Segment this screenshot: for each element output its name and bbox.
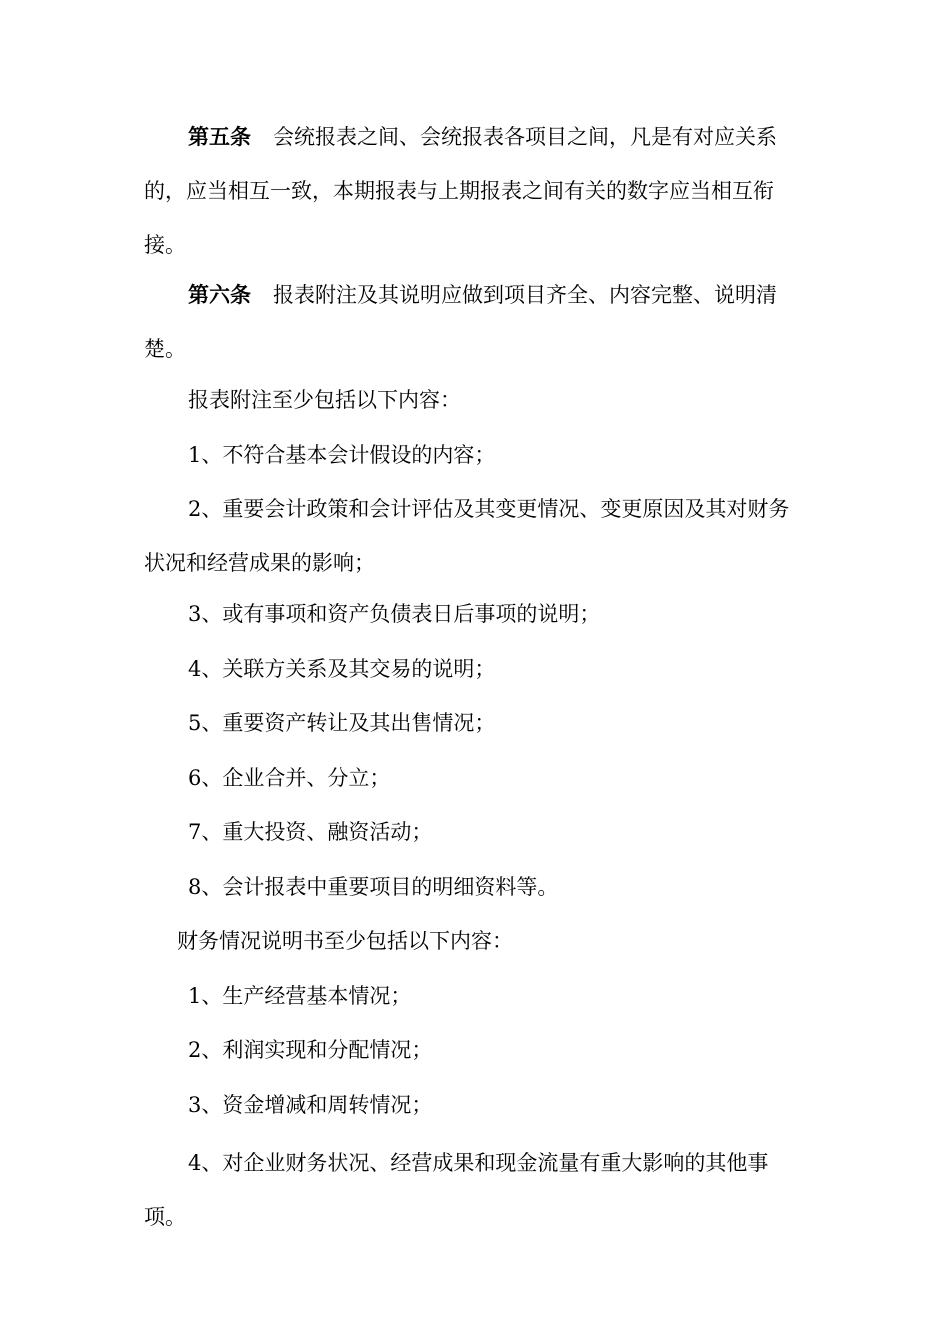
article-5-text: 会统报表之间、会统报表各项目之间，凡是有对应关系的，应当相互一致，本期报表与上期报表之间有关的数字应当相互衔接。 xyxy=(144,125,777,257)
notes-item-1: 1、不符合基本会计假设的内容； xyxy=(188,443,496,467)
article-6-label: 第六条 xyxy=(188,282,251,307)
notes-item-3: 3、或有事项和资产负债表日后事项的说明； xyxy=(188,602,601,626)
notes-item-2: 2、重要会计政策和会计评估及其变更情况、变更原因及其对财务状况和经营成果的影响； xyxy=(144,497,790,575)
financial-item-4: 4、对企业财务状况、经营成果和现金流量有重大影响的其他事项。 xyxy=(144,1151,769,1229)
financial-item-3: 3、资金增减和周转情况； xyxy=(188,1093,433,1117)
financial-intro: 财务情况说明书至少包括以下内容： xyxy=(177,929,513,953)
notes-intro: 报表附注至少包括以下内容： xyxy=(188,388,461,412)
notes-item-4: 4、关联方关系及其交易的说明； xyxy=(188,657,496,681)
article-5-label: 第五条 xyxy=(188,124,251,149)
article-5-paragraph xyxy=(144,110,804,272)
article-6-paragraph xyxy=(144,268,804,376)
notes-item-8: 8、会计报表中重要项目的明细资料等。 xyxy=(188,875,559,899)
article-6-text: 报表附注及其说明应做到项目齐全、内容完整、说明清楚。 xyxy=(144,283,777,361)
financial-item-2: 2、利润实现和分配情况； xyxy=(188,1038,433,1062)
financial-item-1: 1、生产经营基本情况； xyxy=(188,984,412,1008)
notes-item-6: 6、企业合并、分立； xyxy=(188,766,391,790)
notes-item-7: 7、重大投资、融资活动； xyxy=(188,820,433,844)
notes-item-5: 5、重要资产转让及其出售情况； xyxy=(188,711,496,735)
